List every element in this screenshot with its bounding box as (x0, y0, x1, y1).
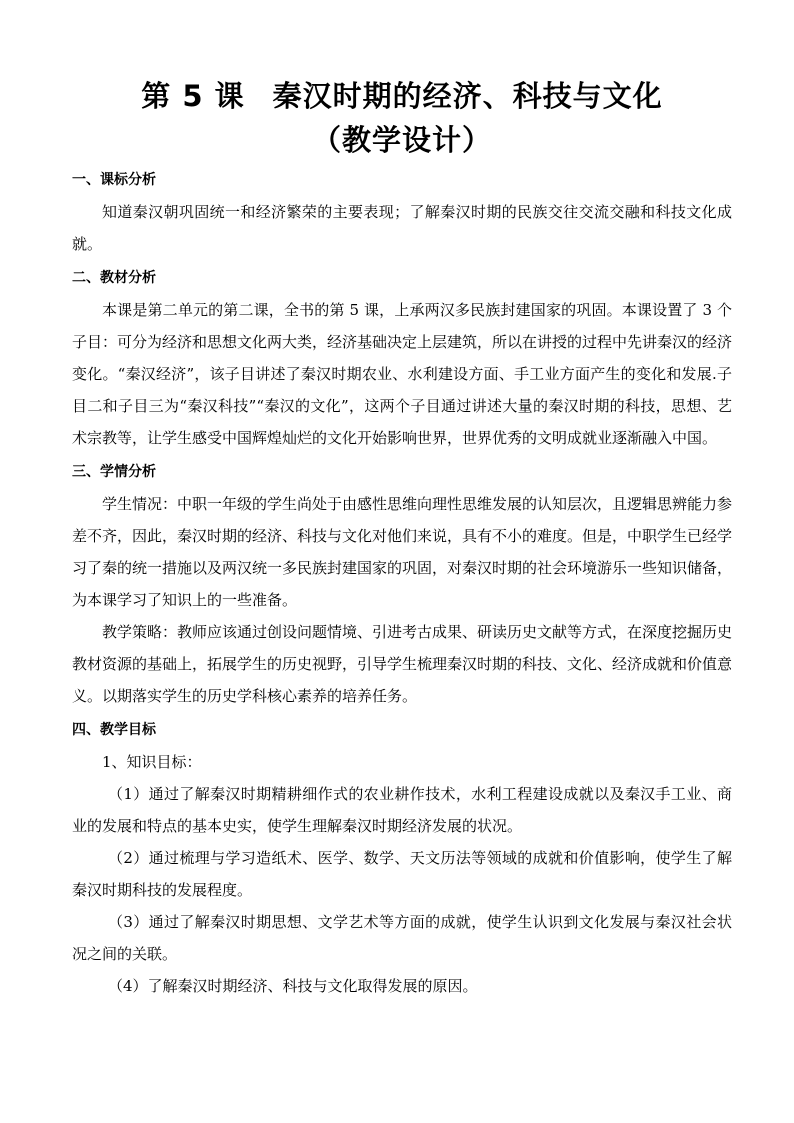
paragraph: 学生情况：中职一年级的学生尚处于由感性思维向理性思维发展的认知层次，且逻辑思辨能力参差不齐，因此，秦汉时期的经济、科技与文化对他们来说，具有不小的难度。但是，中职学生已经学习了秦的统一措施以及两汉统一多民族封建国家的巩固，对秦汉时期的社会环境游乐一些知识储备，为本课学习了知识上的一些准备。 (72, 495, 733, 609)
paragraph: 知道秦汉朝巩固统一和经济繁荣的主要表现；了解秦汉时期的民族交往交流交融和科技文化成就。 (72, 203, 732, 253)
title-line-2: （教学设计） (311, 123, 492, 157)
section-teaching-objectives (72, 720, 732, 1002)
objective-item: （4）了解秦汉时期经济、科技与文化取得发展的原因。 (108, 977, 478, 995)
paragraph: 本课是第二单元的第二课，全书的第 5 课，上承两汉多民族封建国家的巩固。本课设置了 3 个子目：可分为经济和思想文化两大类，经济基础决定上层建筑，所以在讲授的过程中先讲秦汉的经济变化。“秦汉经济”，该子目讲述了秦汉时期农业、水利建设方面、手工业方面产生的变化和发展.子目二和子目三为“秦汉科技”“秦汉的文化”，这两个子目通过讲述大量的秦汉时期的科技，思想、艺术宗教等，让学生感受中国辉煌灿烂的文化开始影响世界，世界优秀的文明成就业逐渐融入中国。 (72, 301, 733, 447)
section-heading: 四、教学目标 (72, 722, 156, 738)
section-heading: 一、课标分析 (72, 172, 156, 188)
subheading: 1、知识目标： (102, 753, 202, 771)
lesson-number: 第 5 课 (141, 79, 245, 113)
section-learner-analysis (72, 462, 732, 712)
lesson-name: 秦汉时期的经济、科技与文化 (272, 79, 663, 113)
title-line-1 (72, 74, 732, 118)
section-curriculum-analysis (72, 170, 732, 260)
section-textbook-analysis (72, 268, 732, 454)
section-heading: 二、教材分析 (72, 270, 156, 286)
objective-item: （1）通过了解秦汉时期精耕细作式的农业耕作技术，水利工程建设成就以及秦汉手工业、商业的发展和特点的基本史实，使学生理解秦汉时期经济发展的状况。 (72, 785, 732, 835)
objective-item: （3）通过了解秦汉时期思想、文学艺术等方面的成就，使学生认识到文化发展与秦汉社会状况之间的关联。 (72, 913, 732, 963)
paragraph: 教学策略：教师应该通过创设问题情境、引进考古成果、研读历史文献等方式，在深度挖掘历史教材资源的基础上，拓展学生的历史视野，引导学生梳理秦汉时期的科技、文化、经济成就和价值意义。以期落实学生的历史学科核心素养的培养任务。 (72, 623, 733, 705)
section-heading: 三、学情分析 (72, 464, 156, 480)
objective-item: （2）通过梳理与学习造纸术、医学、数学、天文历法等领域的成就和价值影响，使学生了解秦汉时期科技的发展程度。 (72, 849, 732, 899)
document-title (72, 74, 732, 162)
document-page (72, 74, 732, 1002)
